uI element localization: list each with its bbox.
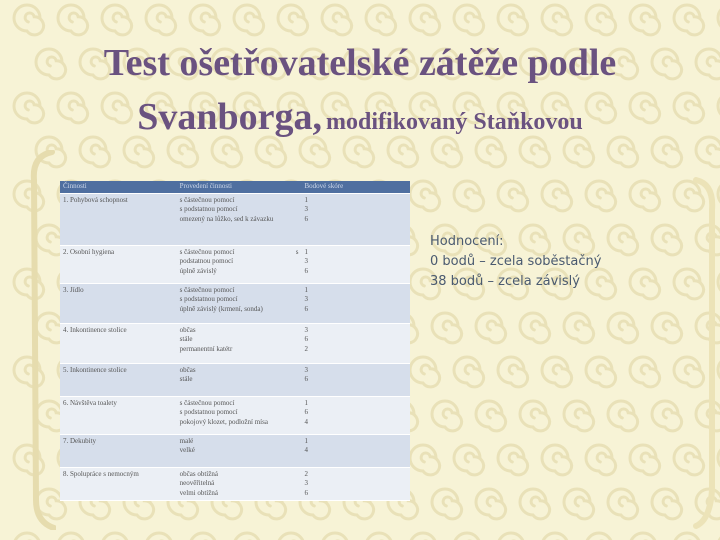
evaluation-box <box>430 232 601 292</box>
swirl-ornament <box>652 401 682 431</box>
activity-cell: 1. Pohybová schopnost <box>60 193 177 245</box>
evaluation-line-2: 38 bodů – zcela závislý <box>430 274 580 289</box>
swirl-ornament <box>410 445 440 475</box>
swirl-ornament <box>410 181 440 211</box>
swirl-ornament <box>102 5 132 35</box>
swirl-ornament <box>630 181 660 211</box>
execution-line: velmi obtížná <box>179 488 218 497</box>
execution-line: permanentní katétr <box>179 344 233 353</box>
swirl-ornament <box>542 445 572 475</box>
points-cell <box>302 245 411 283</box>
execution-cell <box>177 363 302 396</box>
swirl-ornament <box>652 225 682 255</box>
activity-cell: 3. Jídlo <box>60 283 177 323</box>
points-value: 1 <box>304 285 308 294</box>
evaluation-line-1: 0 bodů – zcela soběstačný <box>430 254 602 269</box>
swirl-ornament <box>608 313 638 343</box>
swirl-ornament <box>146 5 176 35</box>
points-cell <box>302 283 411 323</box>
swirl-ornament <box>234 533 264 540</box>
swirl-ornament <box>454 5 484 35</box>
activity-cell: 2. Osobní hygiena <box>60 245 177 283</box>
execution-cell <box>177 396 302 434</box>
execution-line: stále <box>179 335 193 343</box>
evaluation-heading: Hodnocení: <box>430 234 504 249</box>
table-row <box>60 363 410 396</box>
swirl-ornament <box>586 181 616 211</box>
swirl-ornament <box>586 445 616 475</box>
header-execution: Provedení činnosti <box>177 181 302 193</box>
points-value: 2 <box>304 469 308 478</box>
swirl-ornament <box>608 401 638 431</box>
table-row <box>60 396 410 434</box>
execution-line: úplně závislý (krmení, sonda) <box>179 304 263 313</box>
swirl-ornament <box>58 533 88 540</box>
swirl-ornament <box>542 533 572 540</box>
points-cell <box>302 193 411 245</box>
points-value: 1 <box>304 436 308 445</box>
swirl-ornament <box>586 533 616 540</box>
swirl-ornament <box>652 313 682 343</box>
swirl-ornament <box>630 357 660 387</box>
swirl-ornament <box>542 181 572 211</box>
points-cell <box>302 363 411 396</box>
swirl-ornament <box>322 533 352 540</box>
points-value: 4 <box>304 417 308 426</box>
activity-cell: 8. Spolupráce s nemocným <box>60 467 177 501</box>
swirl-ornament <box>102 533 132 540</box>
swirl-ornament <box>278 5 308 35</box>
slide-title <box>0 40 720 148</box>
swirl-ornament <box>476 401 506 431</box>
swirl-ornament <box>278 533 308 540</box>
execution-cell <box>177 434 302 467</box>
swirl-ornament <box>674 5 704 35</box>
points-value: 3 <box>304 295 308 303</box>
swirl-ornament <box>520 313 550 343</box>
swirl-ornament <box>454 181 484 211</box>
swirl-ornament <box>58 5 88 35</box>
table-header-row <box>60 181 410 193</box>
swirl-ornament <box>630 445 660 475</box>
swirl-ornament <box>410 357 440 387</box>
swirl-ornament <box>608 225 638 255</box>
swirl-ornament <box>630 533 660 540</box>
execution-cell <box>177 283 302 323</box>
right-bracket-decoration <box>692 150 720 530</box>
table-row <box>60 323 410 363</box>
swirl-ornament <box>14 533 44 540</box>
table-row <box>60 245 410 283</box>
title-line-2-sub: modifikovaný Staňkovou <box>326 109 583 135</box>
swirl-ornament <box>410 533 440 540</box>
points-cell <box>302 467 411 501</box>
swirl-ornament <box>476 313 506 343</box>
execution-line: s podstatnou pomocí <box>179 295 238 303</box>
swirl-ornament <box>498 357 528 387</box>
svanborg-score-table <box>60 181 410 501</box>
execution-line: velké <box>179 446 195 454</box>
swirl-ornament <box>542 5 572 35</box>
title-line-1: Test ošetřovatelské zátěže podle <box>103 42 617 84</box>
execution-extra-mark: s <box>295 247 299 256</box>
execution-line: s částečnou pomocí <box>179 398 235 407</box>
swirl-ornament <box>432 313 462 343</box>
points-value: 6 <box>304 214 308 223</box>
points-value: 2 <box>304 344 308 353</box>
swirl-ornament <box>454 533 484 540</box>
swirl-ornament <box>498 5 528 35</box>
points-value: 3 <box>304 365 308 374</box>
execution-line: občas obtížná <box>179 469 218 478</box>
swirl-ornament <box>234 5 264 35</box>
activity-cell: 5. Inkontinence stolice <box>60 363 177 396</box>
swirl-ornament <box>608 489 638 519</box>
execution-line: omezený na lůžko, sed k závazku <box>179 214 274 223</box>
execution-line: úplně závislý <box>179 266 217 275</box>
execution-line: s podstatnou pomocí <box>179 408 238 416</box>
activity-cell: 7. Dekubity <box>60 434 177 467</box>
swirl-ornament <box>146 533 176 540</box>
swirl-ornament <box>630 5 660 35</box>
points-cell <box>302 323 411 363</box>
execution-line: s částečnou pomocí <box>179 285 235 294</box>
swirl-ornament <box>366 533 396 540</box>
points-value: 3 <box>304 205 308 213</box>
swirl-ornament <box>674 533 704 540</box>
table-row <box>60 434 410 467</box>
points-value: 4 <box>304 446 308 454</box>
table-row <box>60 193 410 245</box>
execution-line: pokojový klozet, podložní mísa <box>179 417 268 426</box>
points-cell <box>302 396 411 434</box>
execution-cell <box>177 467 302 501</box>
swirl-ornament <box>630 269 660 299</box>
swirl-ornament <box>476 489 506 519</box>
swirl-ornament <box>542 357 572 387</box>
points-value: 6 <box>304 375 308 383</box>
execution-cell <box>177 193 302 245</box>
points-value: 6 <box>304 304 308 313</box>
execution-line: s podstatnou pomocí <box>179 205 238 213</box>
activity-cell: 6. Návštěva toalety <box>60 396 177 434</box>
points-value: 3 <box>304 257 308 265</box>
table-row <box>60 467 410 501</box>
points-value: 6 <box>304 488 308 497</box>
execution-line: stále <box>179 375 193 383</box>
swirl-ornament <box>432 489 462 519</box>
swirl-ornament <box>14 5 44 35</box>
swirl-ornament <box>498 181 528 211</box>
swirl-ornament <box>520 401 550 431</box>
points-cell <box>302 434 411 467</box>
swirl-ornament <box>432 401 462 431</box>
points-value: 6 <box>304 335 308 343</box>
swirl-ornament <box>564 489 594 519</box>
header-points: Bodové skóre <box>302 181 411 193</box>
swirl-ornament <box>454 445 484 475</box>
header-activity: Činnosti <box>60 181 177 193</box>
execution-line: s částečnou pomocí <box>179 247 235 256</box>
swirl-ornament <box>586 357 616 387</box>
swirl-ornament <box>454 357 484 387</box>
points-value: 3 <box>304 325 308 334</box>
execution-line: podstatnou pomocí <box>179 257 234 265</box>
swirl-ornament <box>520 489 550 519</box>
swirl-ornament <box>652 489 682 519</box>
execution-cell <box>177 323 302 363</box>
swirl-ornament <box>322 5 352 35</box>
swirl-ornament <box>498 533 528 540</box>
execution-line: malé <box>179 436 194 445</box>
points-value: 6 <box>304 266 308 275</box>
table-row <box>60 283 410 323</box>
left-bracket-decoration <box>26 150 56 530</box>
swirl-ornament <box>410 5 440 35</box>
points-value: 1 <box>304 398 308 407</box>
swirl-ornament <box>586 5 616 35</box>
points-value: 6 <box>304 408 308 416</box>
execution-line: neověřitelná <box>179 479 215 487</box>
swirl-ornament <box>190 5 220 35</box>
title-line-2-main: Svanborga, <box>137 96 323 138</box>
points-value: 3 <box>304 479 308 487</box>
activity-cell: 4. Inkontinence stolice <box>60 323 177 363</box>
swirl-ornament <box>498 445 528 475</box>
swirl-ornament <box>366 5 396 35</box>
execution-line: s částečnou pomocí <box>179 195 235 204</box>
points-value: 1 <box>304 247 308 256</box>
execution-line: občas <box>179 325 196 334</box>
execution-cell <box>177 245 302 283</box>
swirl-ornament <box>564 401 594 431</box>
points-value: 1 <box>304 195 308 204</box>
execution-line: občas <box>179 365 196 374</box>
swirl-ornament <box>564 313 594 343</box>
swirl-ornament <box>190 533 220 540</box>
